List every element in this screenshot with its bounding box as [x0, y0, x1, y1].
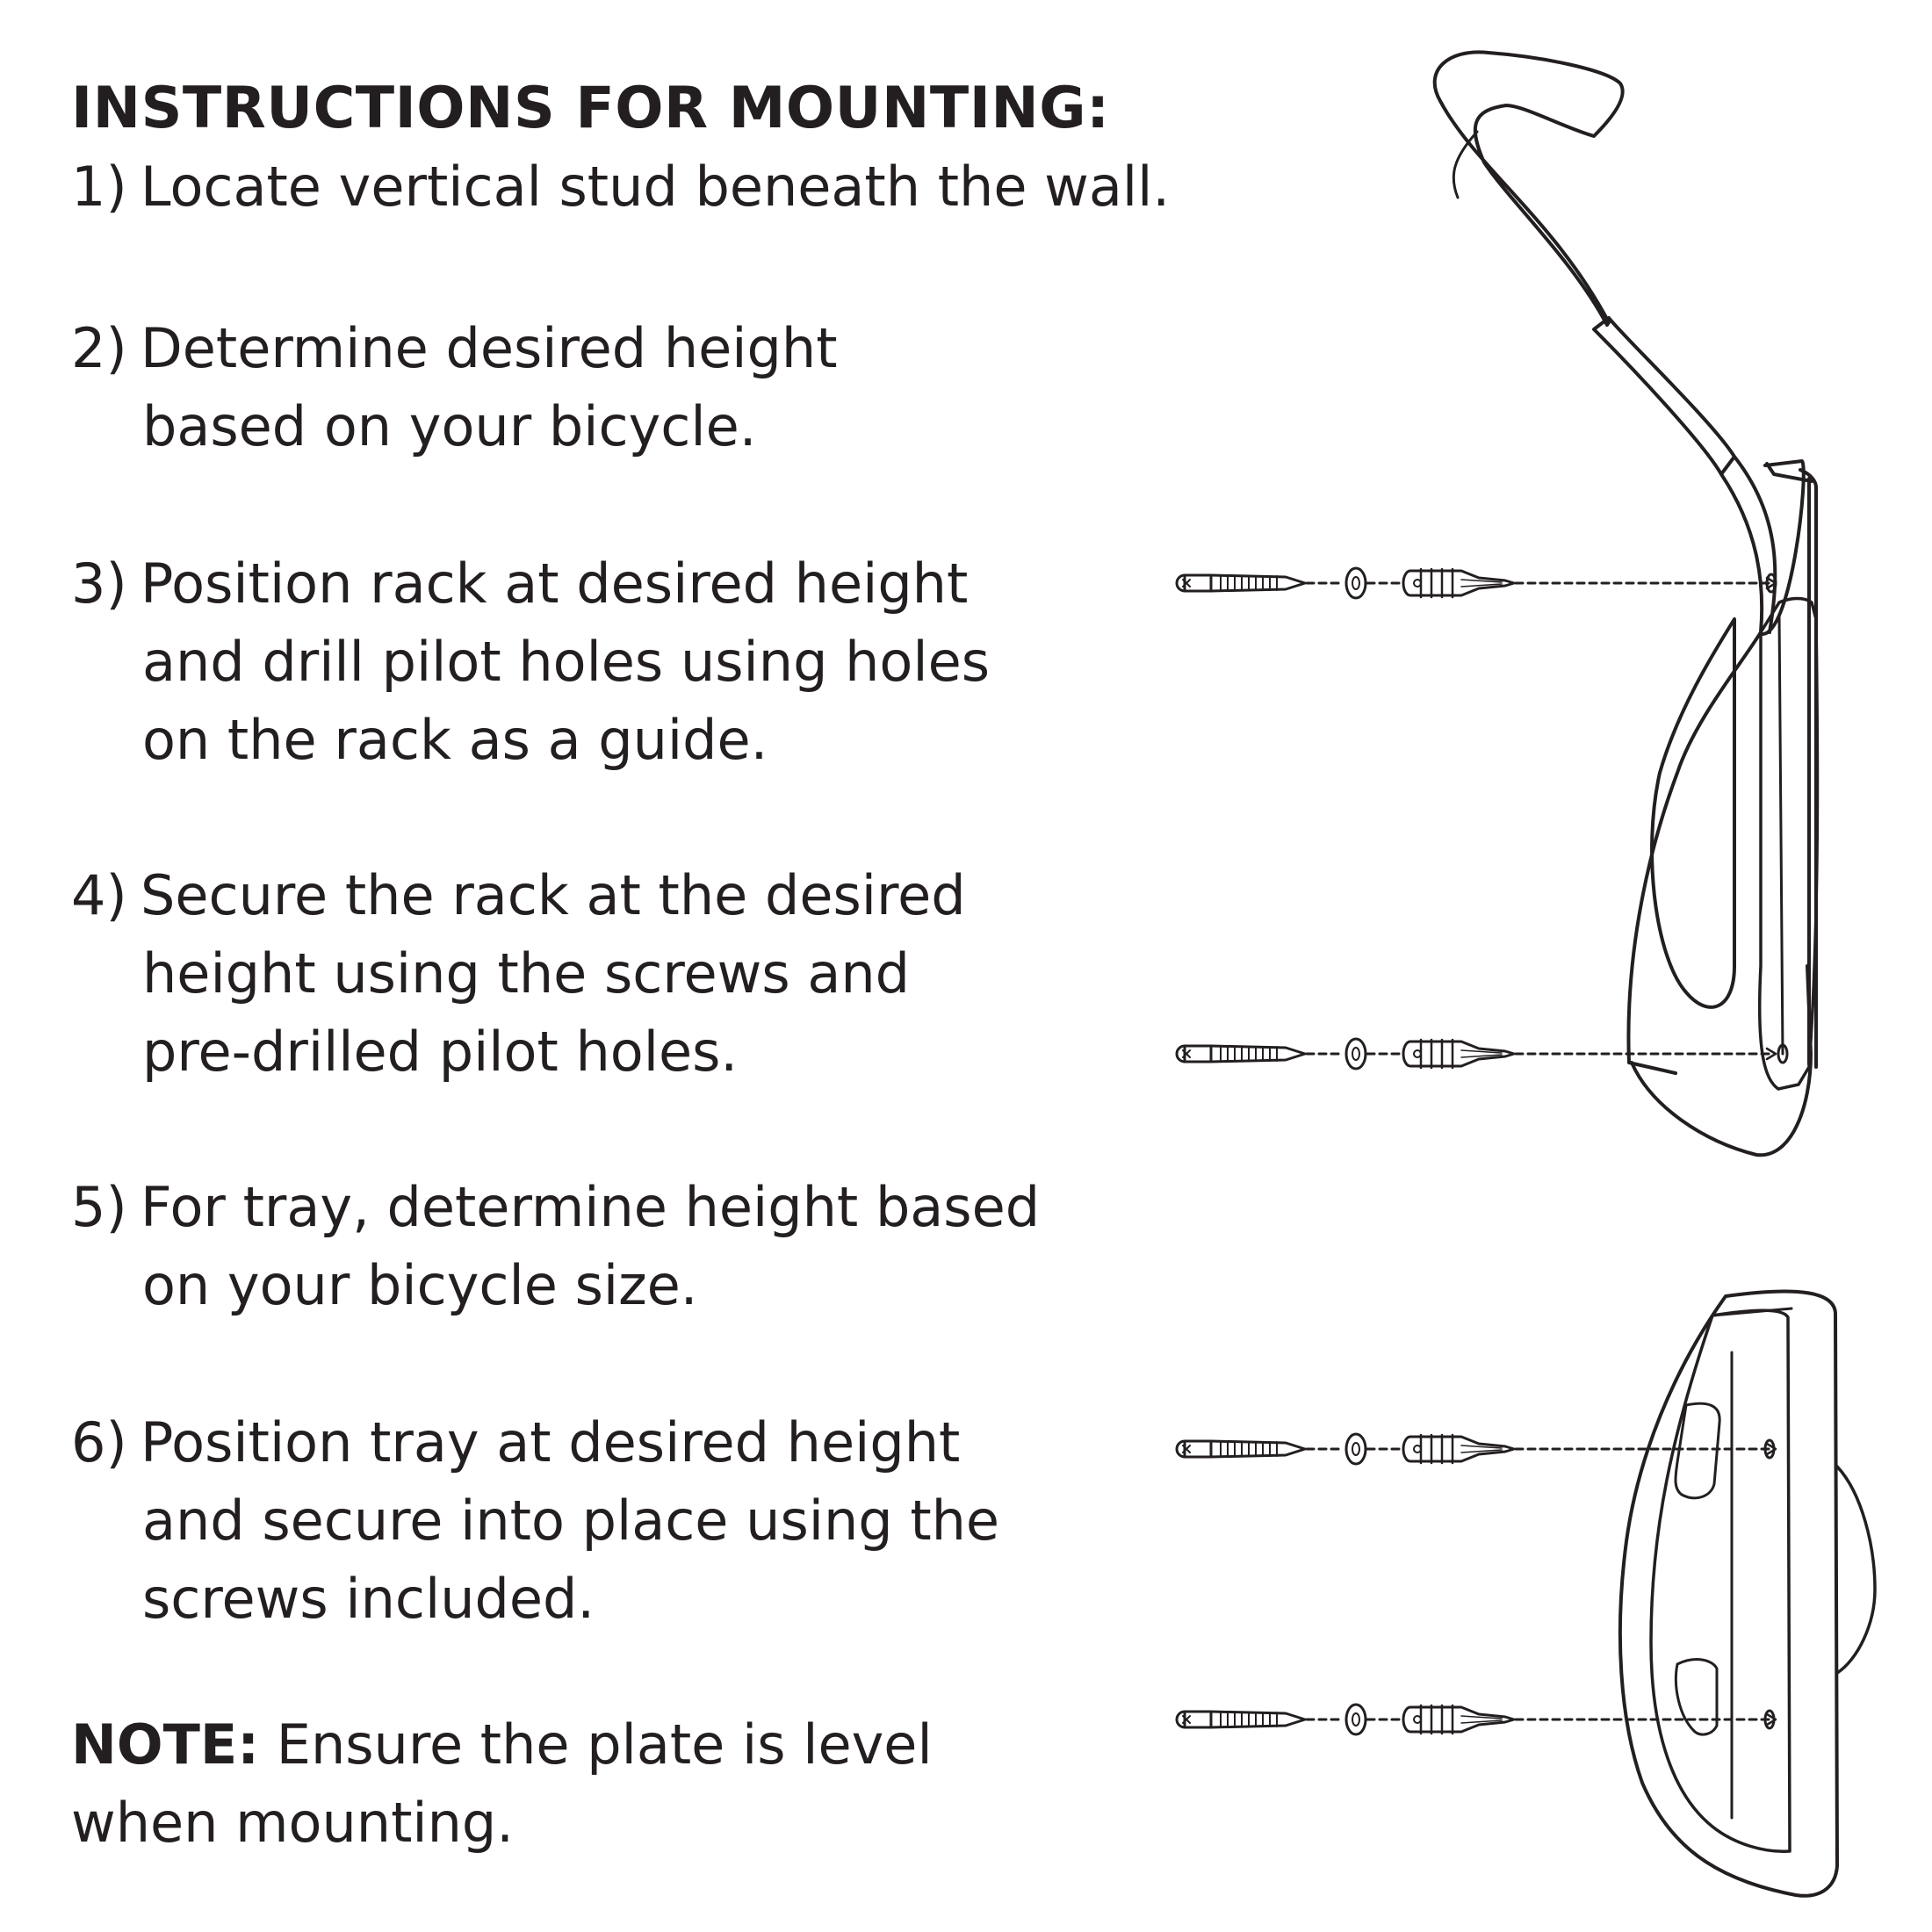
- step-text: and drill pilot holes using holes: [142, 630, 991, 694]
- step-number: 4): [71, 863, 127, 927]
- step-text: on your bicycle size.: [142, 1253, 698, 1317]
- step-text: pre-drilled pilot holes.: [142, 1020, 739, 1084]
- hardware-row-rack-top: [1177, 568, 1776, 598]
- note-label: NOTE:: [71, 1712, 260, 1777]
- step-text: Locate vertical stud beneath the wall.: [141, 155, 1171, 219]
- hardware-row-tray-top: [1177, 1434, 1776, 1464]
- step-number: 6): [71, 1410, 127, 1474]
- instructions-heading: INSTRUCTIONS FOR MOUNTING:: [71, 76, 1110, 141]
- step-text: based on your bicycle.: [142, 394, 757, 458]
- step-text: Position rack at desired height: [141, 551, 969, 616]
- step-text: height using the screws and: [142, 941, 910, 1006]
- note-text-line2: when mounting.: [71, 1791, 514, 1855]
- step-text: Position tray at desired height: [141, 1410, 961, 1474]
- step-text: Secure the rack at the desired: [141, 863, 966, 927]
- step-text: screws included.: [142, 1567, 595, 1631]
- note-text-line1: Ensure the plate is level: [276, 1712, 933, 1777]
- step-text: and secure into place using the: [142, 1489, 1000, 1553]
- step-text: on the rack as a guide.: [142, 708, 768, 772]
- step-number: 3): [71, 551, 127, 616]
- hardware-row-rack-bottom: [1177, 1039, 1776, 1069]
- step-text: For tray, determine height based: [141, 1175, 1041, 1239]
- bike-hook-rack: [1435, 52, 1818, 1155]
- step-text: Determine desired height: [141, 316, 838, 380]
- step-number: 5): [71, 1175, 127, 1239]
- bike-tray: [1620, 1291, 1875, 1895]
- step-number: 2): [71, 316, 127, 380]
- step-number: 1): [71, 155, 127, 219]
